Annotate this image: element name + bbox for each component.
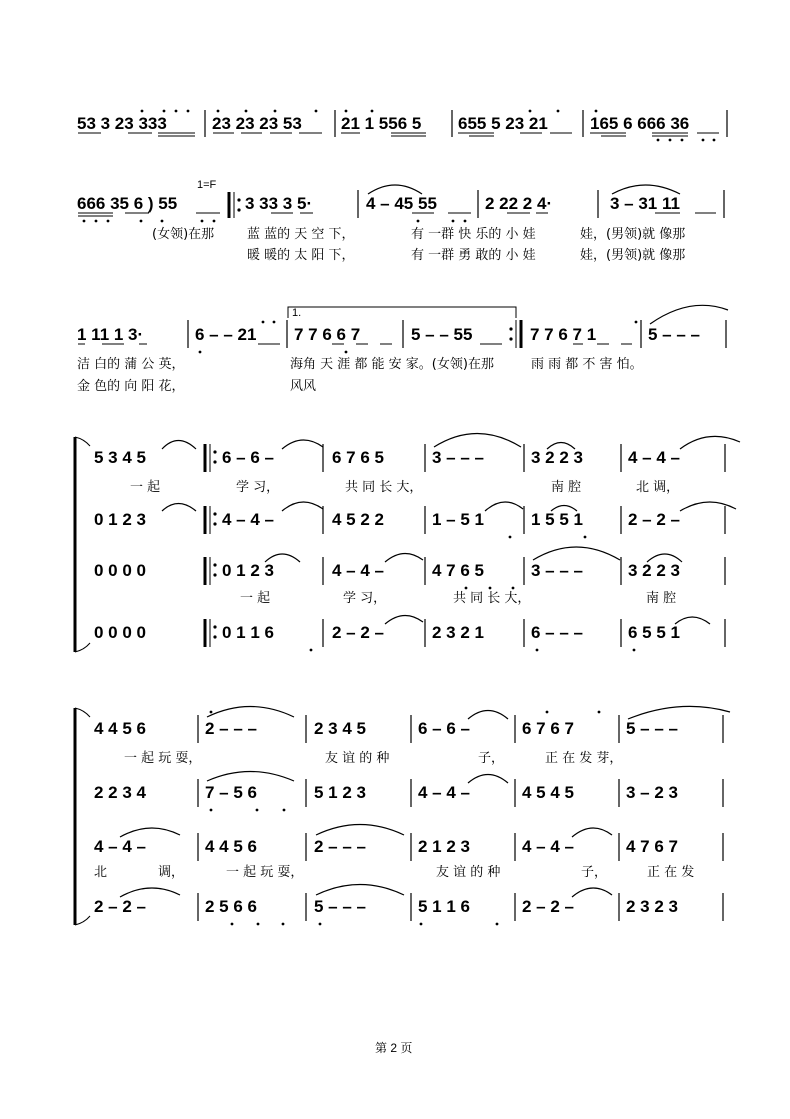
voice4-measure: 2 3 2 3 (626, 897, 678, 916)
voice3-lyrics: 一 起 (240, 591, 271, 606)
voice2-measure: 4 – 4 – (418, 783, 470, 802)
voice1-measure: 6 – 6 – (222, 448, 274, 467)
voice2-measure: 5 1 2 3 (314, 783, 366, 802)
voice3-lyrics: 友 谊 的 种 (436, 865, 501, 880)
duration-underlines (78, 133, 719, 136)
voice2-measure: 1 – 5 1 (432, 510, 484, 529)
voice3-measure: 3 2 2 3 (628, 561, 680, 580)
voice1-measure: 4 – 4 – (628, 448, 680, 467)
voice2-measure: 4 5 4 5 (522, 783, 574, 802)
slur-marks (207, 772, 508, 784)
voice4-measure: 2 – 2 – (522, 897, 574, 916)
voice2-measure: 3 – 2 3 (626, 783, 678, 802)
measure-notes: 6 – – 21 (195, 325, 257, 344)
voice3-lyrics: 一 起 玩 耍， (226, 865, 304, 880)
voice4-measure: 2 – 2 – (94, 897, 146, 916)
octave-dots (231, 923, 499, 926)
voice3-lyrics: 学 习， (343, 591, 387, 606)
measure-notes: 3 33 3 5· (245, 194, 313, 213)
voice1-measure: 6 7 6 7 (522, 719, 574, 738)
measure-notes: 23 23 23 53 (212, 114, 302, 133)
voice1-measure: 2 3 4 5 (314, 719, 366, 738)
voice2-measure: 2 – 2 – (628, 510, 680, 529)
measure-notes: 7 7 6 6 7 (294, 325, 361, 344)
voice2-measure: 4 – 4 – (222, 510, 274, 529)
voice2-measure: 4 5 2 2 (332, 510, 384, 529)
voice1-lyrics: 共 同 长 大， (345, 480, 423, 495)
slur-marks (207, 706, 730, 719)
voice3-measure: 0 1 2 3 (222, 561, 274, 580)
measure-notes: 1 11 1 3· (77, 325, 144, 344)
measure-notes: 2 22 2 4· (485, 194, 553, 213)
voice3-measure: 4 7 6 7 (626, 837, 678, 856)
octave-dots (210, 809, 286, 812)
lyric-text: 洁 白的 蒲 公 英， (77, 357, 185, 372)
voice2-measure: 7 – 5 6 (205, 783, 257, 802)
lyric-text: 有 一群 快 乐的 小 娃 (411, 227, 536, 242)
volta-label: 1. (292, 307, 302, 319)
octave-dots (83, 220, 467, 223)
voice3-measure: 4 7 6 5 (432, 561, 484, 580)
voice1-lyrics: 一 起 玩 耍， (124, 751, 202, 766)
lyric-text: 海角 天 涯 都 能 安 家。(女领)在那 (290, 357, 494, 372)
measure-notes: 4 – 45 55 (366, 194, 437, 213)
lyric-text: 金 色的 向 阳 花， (77, 379, 185, 394)
voice4-measure: 6 5 5 1 (628, 623, 680, 642)
voice4-measure: 6 – – – (531, 623, 583, 642)
voice3-lyrics: 正 在 发 (647, 865, 695, 880)
slur-mark (650, 305, 728, 324)
measure-notes: 165 6 666 36 (590, 114, 690, 133)
slur-mark (368, 185, 422, 194)
slur-marks (265, 547, 682, 562)
slur-marks (120, 885, 612, 898)
octave-dots (310, 649, 636, 652)
choir-system-1 (75, 434, 740, 653)
system-bracket-hooks (75, 708, 90, 925)
voice1-lyrics: 学 习， (236, 480, 280, 495)
voice3-lyrics: 共 同 长 大， (453, 591, 531, 606)
voice3-measure: 4 4 5 6 (205, 837, 257, 856)
system-bracket-hooks (75, 437, 90, 652)
voice4-measure: 2 5 6 6 (205, 897, 257, 916)
score-row-1 (77, 110, 727, 142)
voice2-measure: 1 5 5 1 (531, 510, 583, 529)
octave-dots (210, 711, 601, 714)
voice3-measure: 2 1 2 3 (418, 837, 470, 856)
octave-dots (509, 536, 587, 539)
lyric-text: 风风 (290, 379, 317, 394)
volta-bracket (288, 307, 516, 319)
score-row-3 (77, 305, 728, 394)
measure-notes: 53 3 23 333 (77, 114, 167, 133)
voice3-measure: 4 – 4 – (332, 561, 384, 580)
voice4-measure: 5 – – – (314, 897, 366, 916)
slur-marks (120, 825, 612, 838)
key-signature: 1=F (197, 179, 217, 191)
measure-notes: 5 – – 55 (411, 325, 473, 344)
voice3-lyrics: 子， (581, 865, 608, 880)
voice3-lyrics: 北 (94, 865, 108, 880)
voice1-measure: 2 – – – (205, 719, 257, 738)
lyric-text: (女领)在那 (152, 227, 215, 242)
voice2-measure: 0 1 2 3 (94, 510, 146, 529)
measure-notes: 666 35 6 ) 55 (77, 194, 178, 213)
voice1-lyrics: 子， (478, 751, 505, 766)
voice1-measure: 6 7 6 5 (332, 448, 384, 467)
duration-underlines (78, 213, 716, 216)
repeat-start-sign (229, 192, 241, 218)
repeat-start-sign (205, 506, 217, 534)
voice3-measure: 4 – 4 – (94, 837, 146, 856)
measure-notes: 21 1 556 5 (341, 114, 422, 133)
octave-dots (465, 587, 515, 590)
voice3-lyrics: 南 腔 (646, 591, 677, 606)
lyric-text: 有 一群 勇 敢的 小 娃 (411, 248, 536, 263)
repeat-start-sign (205, 444, 217, 472)
page-number: 第 2 页 (375, 1041, 413, 1055)
voice4-measure: 2 3 2 1 (432, 623, 484, 642)
voice1-lyrics: 南 腔 (551, 480, 582, 495)
voice3-measure: 2 – – – (314, 837, 366, 856)
voice1-lyrics: 正 在 发 芽， (545, 751, 623, 766)
voice1-lyrics: 一 起 (130, 480, 161, 495)
voice3-measure: 0 0 0 0 (94, 561, 146, 580)
voice1-measure: 5 3 4 5 (94, 448, 146, 467)
repeat-end-sign (509, 320, 521, 348)
score-row-2 (77, 179, 724, 263)
voice1-measure: 4 4 5 6 (94, 719, 146, 738)
voice4-measure: 0 1 1 6 (222, 623, 274, 642)
voice1-measure: 6 – 6 – (418, 719, 470, 738)
voice1-lyrics: 北 调， (636, 480, 680, 495)
lyric-text: 娃，(男领)就 像那 (580, 248, 686, 263)
repeat-start-sign (205, 619, 217, 647)
lyric-text: 蓝 蓝的 天 空 下， (247, 227, 355, 242)
repeat-start-sign (205, 557, 217, 585)
voice1-measure: 3 2 2 3 (531, 448, 583, 467)
voice3-measure: 4 – 4 – (522, 837, 574, 856)
lyric-text: 娃，(男领)就 像那 (580, 227, 686, 242)
lyric-text: 雨 雨 都 不 害 怕。 (531, 357, 643, 372)
voice2-measure: 2 2 3 4 (94, 783, 146, 802)
voice3-lyrics: 调， (158, 865, 185, 880)
voice1-measure: 3 – – – (432, 448, 484, 467)
voice4-measure: 5 1 1 6 (418, 897, 470, 916)
measure-notes: 5 – – – (648, 325, 700, 344)
measure-notes: 3 – 31 11 (610, 194, 680, 213)
voice1-lyrics: 友 谊 的 种 (325, 751, 390, 766)
choir-system-2 (75, 706, 730, 925)
voice3-measure: 3 – – – (531, 561, 583, 580)
voice4-measure: 2 – 2 – (332, 623, 384, 642)
lyric-text: 暖 暖的 太 阳 下， (247, 248, 355, 263)
voice1-measure: 5 – – – (626, 719, 678, 738)
slur-marks (162, 434, 740, 450)
measure-notes: 7 7 6 7 1 (530, 325, 597, 344)
measure-notes: 655 5 23 21 (458, 114, 548, 133)
voice4-measure: 0 0 0 0 (94, 623, 146, 642)
slur-mark (612, 185, 680, 194)
